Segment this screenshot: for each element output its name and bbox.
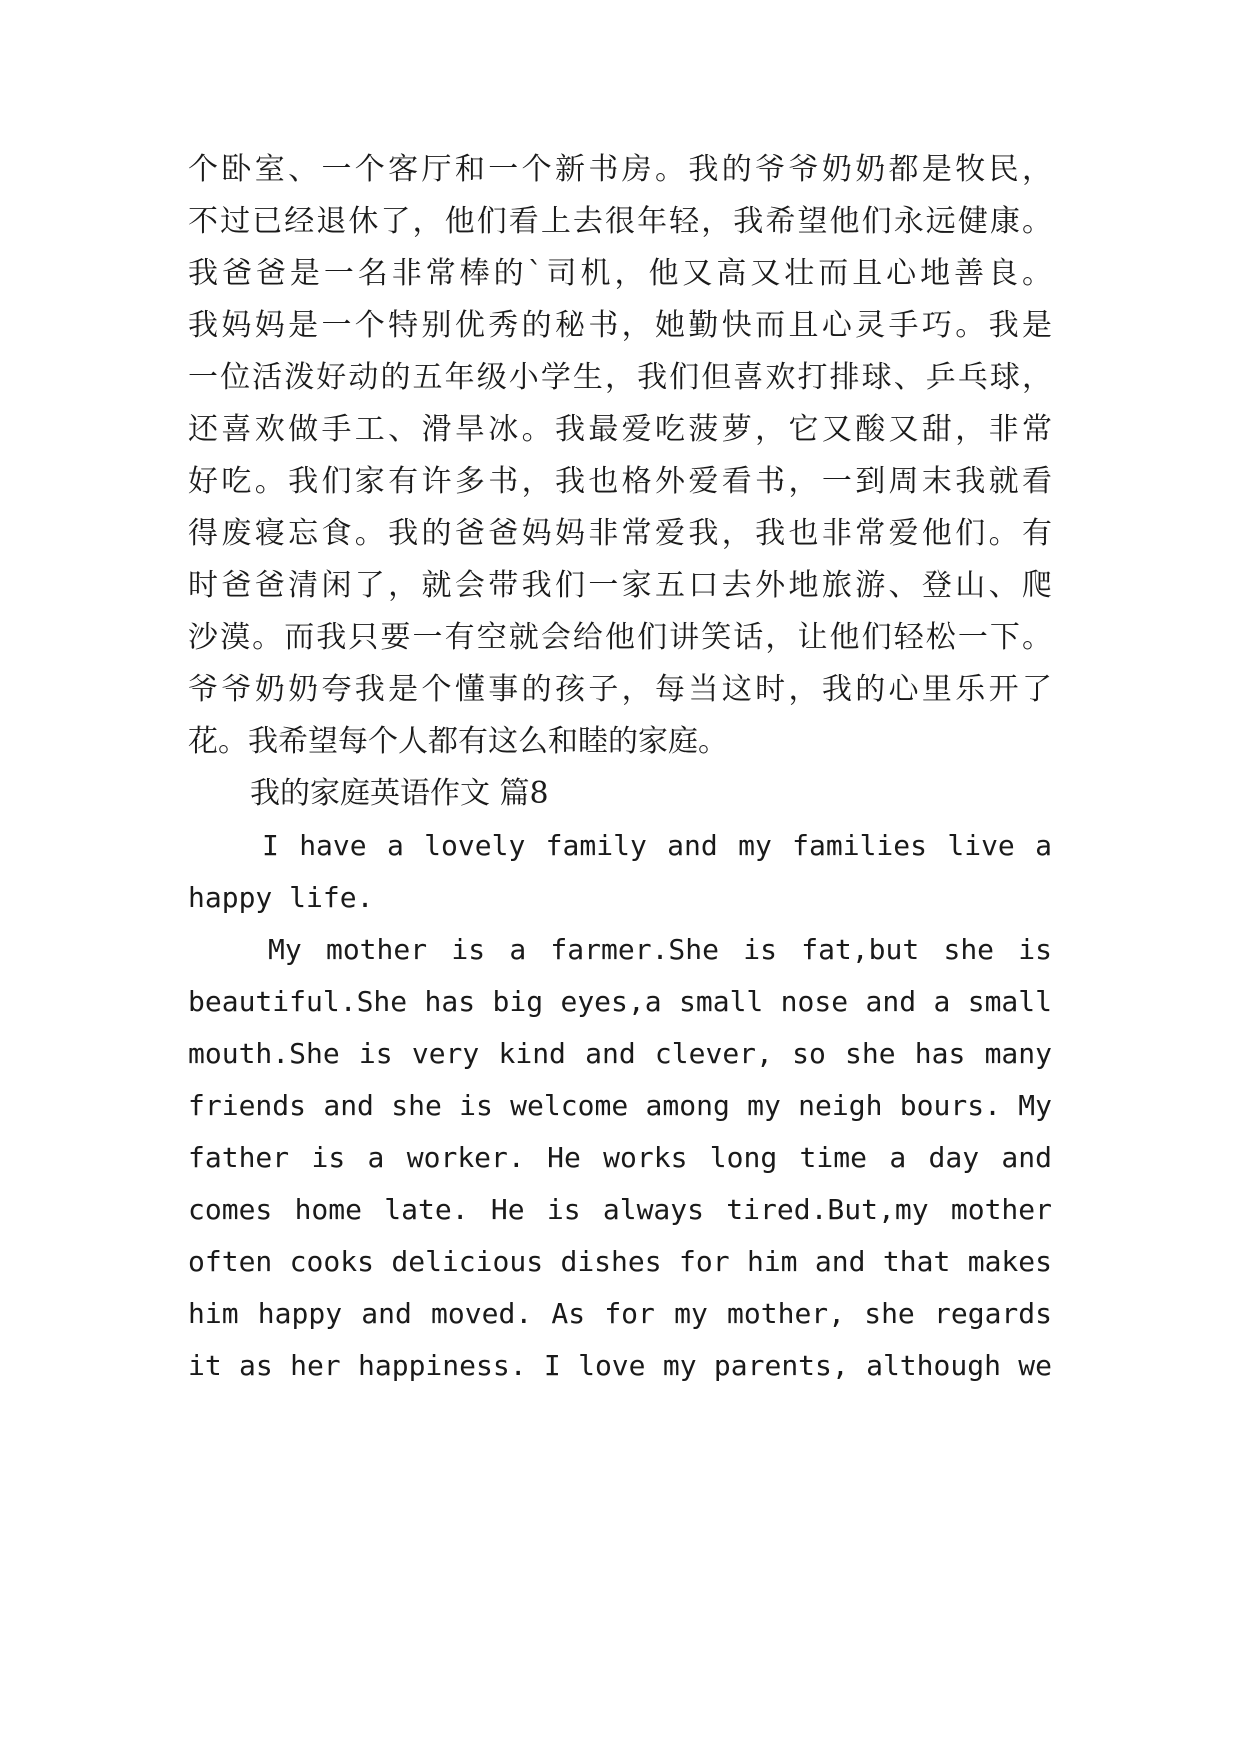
paragraph-line: mouth.She is very kind and clever, so she has many [188, 1037, 1052, 1070]
paragraph-line: 还喜欢做手工、滑旱冰。我最爱吃菠萝，它又酸又甜，非常 [188, 412, 1052, 447]
paragraph-line: I have a lovely family and my families live a [262, 829, 1052, 862]
paragraph-line: 一位活泼好动的五年级小学生，我们但喜欢打排球、乒乓球， [188, 360, 1052, 395]
section-heading: 我的家庭英语作文 篇8 [250, 776, 549, 811]
paragraph-line: 好吃。我们家有许多书，我也格外爱看书，一到周末我就看 [188, 464, 1052, 499]
paragraph-line: 爷爷奶奶夸我是个懂事的孩子，每当这时，我的心里乐开了 [188, 672, 1052, 707]
paragraph-line: happy life. [188, 881, 374, 914]
paragraph-line: 个卧室、一个客厅和一个新书房。我的爷爷奶奶都是牧民， [188, 152, 1052, 187]
paragraph-line: friends and she is welcome among my neigh bours. My [188, 1089, 1052, 1122]
paragraph-line: 我爸爸是一名非常棒的`司机，他又高又壮而且心地善良。 [188, 256, 1052, 291]
paragraph-line: often cooks delicious dishes for him and that makes [188, 1245, 1052, 1278]
paragraph-line: him happy and moved. As for my mother, she regards [188, 1297, 1052, 1330]
paragraph-line: 我妈妈是一个特别优秀的秘书，她勤快而且心灵手巧。我是 [188, 308, 1052, 343]
paragraph-line: father is a worker. He works long time a day and [188, 1141, 1052, 1174]
paragraph-line: 花。我希望每个人都有这么和睦的家庭。 [188, 724, 728, 759]
paragraph-line: My mother is a farmer.She is fat,but she is [268, 933, 1052, 966]
paragraph-line: beautiful.She has big eyes,a small nose and a small [188, 985, 1052, 1018]
paragraph-line: 时爸爸清闲了，就会带我们一家五口去外地旅游、登山、爬 [188, 568, 1052, 603]
paragraph-line: 不过已经退休了，他们看上去很年轻，我希望他们永远健康。 [188, 204, 1052, 239]
paragraph-line: 沙漠。而我只要一有空就会给他们讲笑话，让他们轻松一下。 [188, 620, 1052, 655]
paragraph-line: it as her happiness. I love my parents, although we [188, 1349, 1052, 1382]
paragraph-line: comes home late. He is always tired.But,my mother [188, 1193, 1052, 1226]
paragraph-line: 得废寝忘食。我的爸爸妈妈非常爱我，我也非常爱他们。有 [188, 516, 1052, 551]
